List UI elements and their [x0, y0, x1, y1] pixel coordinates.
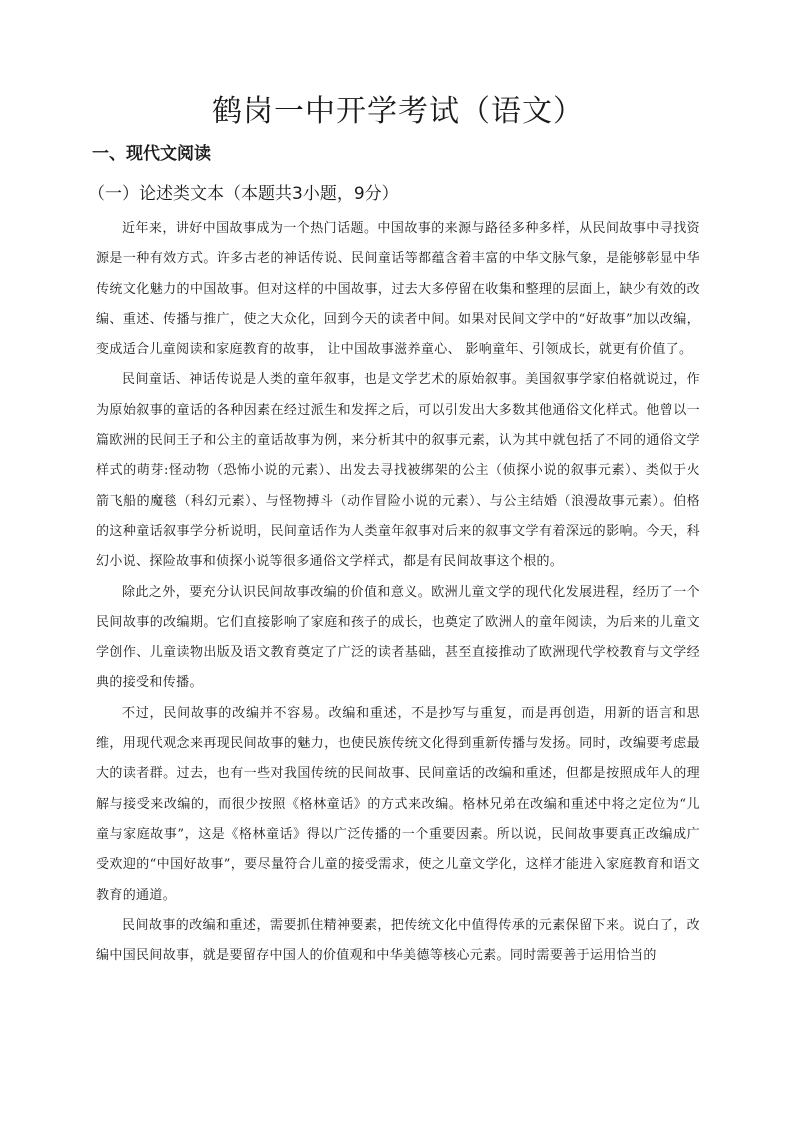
paragraph-1: 近年来，讲好中国故事成为一个热门话题。中国故事的来源与路径多种多样，从民间故事中寻找资源是一种有效方式。许多古老的神话传说、民间童话等都蕴含着丰富的中华文脉气象，是能够彰显中华传统文化魅力的中国故事。但对这样的中国故事，过去大多停留在收集和整理的层面上，缺少有效的改编、重述、传播与推广，使之大众化，回到今天的读者中间。如果对民间文学中的“好故事”加以改编，变成适合儿童阅读和家庭教育的故事， 让中国故事滋养童心、 影响童年、引领成长，就更有价值了。	[96, 221, 700, 358]
paragraph-4: 不过，民间故事的改编并不容易。改编和重述，不是抄写与重复，而是再创造，用新的语言和思维，用现代观念来再现民间故事的魅力，也使民族传统文化得到重新传播与发扬。同时，改编要考虑最大的读者群。过去，也有一些对我国传统的民间故事、民间童话的改编和重述，但都是按照成年人的理解与接受来改编的，而很少按照《格林童话》的方式来改编。格林兄弟在改编和重述中将之定位为“儿童与家庭故事”，这是《格林童话》得以广泛传播的一个重要因素。所以说，民间故事要真正改编成广受欢迎的“中国好故事”，要尽量符合儿童的接受需求，使之儿童文学化，这样才能进入家庭教育和语文教育的通道。	[96, 705, 700, 903]
document-page	[88, 92, 700, 971]
subsection-heading: （一）论述类文本（本题共3小题，9分）	[88, 184, 399, 204]
section-heading: 一、现代文阅读	[92, 144, 211, 164]
paragraph-3: 除此之外，要充分认识民间故事改编的价值和意义。欧洲儿童文学的现代化发展进程，经历了一个民间故事的改编期。它们直接影响了家庭和孩子的成长，也奠定了欧洲人的童年阅读，为后来的儿童文学创作、儿童读物出版及语文教育奠定了广泛的读者基础，甚至直接推动了欧洲现代学校教育与文学经典的接受和传播。	[96, 584, 700, 691]
paragraph-2: 民间童话、神话传说是人类的童年叙事，也是文学艺术的原始叙事。美国叙事学家伯格就说过，作为原始叙事的童话的各种因素在经过派生和发挥之后，可以引发出大多数其他通俗文化样式。他曾以一篇欧洲的民间王子和公主的童话故事为例，来分析其中的叙事元素，认为其中就包括了不同的通俗文学样式的萌芽:怪动物（恐怖小说的元素）、出发去寻找被绑架的公主（侦探小说的叙事元素）、类似于火箭飞船的魔毯（科幻元素）、与怪物搏斗（动作冒险小说的元素）、与公主结婚（浪漫故事元素）。伯格的这种童话叙事学分析说明，民间童话作为人类童年叙事对后来的叙事文学有着深远的影响。今天，科幻小说、探险故事和侦探小说等很多通俗文学样式，都是有民间故事这个根的。	[96, 372, 700, 570]
exam-title: 鹤岗一中开学考试（语文）	[212, 94, 584, 129]
paragraph-5: 民间故事的改编和重述，需要抓住精神要素，把传统文化中值得传承的元素保留下来。说白了，改编中国民间故事，就是要留存中国人的价值观和中华美德等核心元素。同时需要善于运用恰当的	[96, 917, 700, 964]
